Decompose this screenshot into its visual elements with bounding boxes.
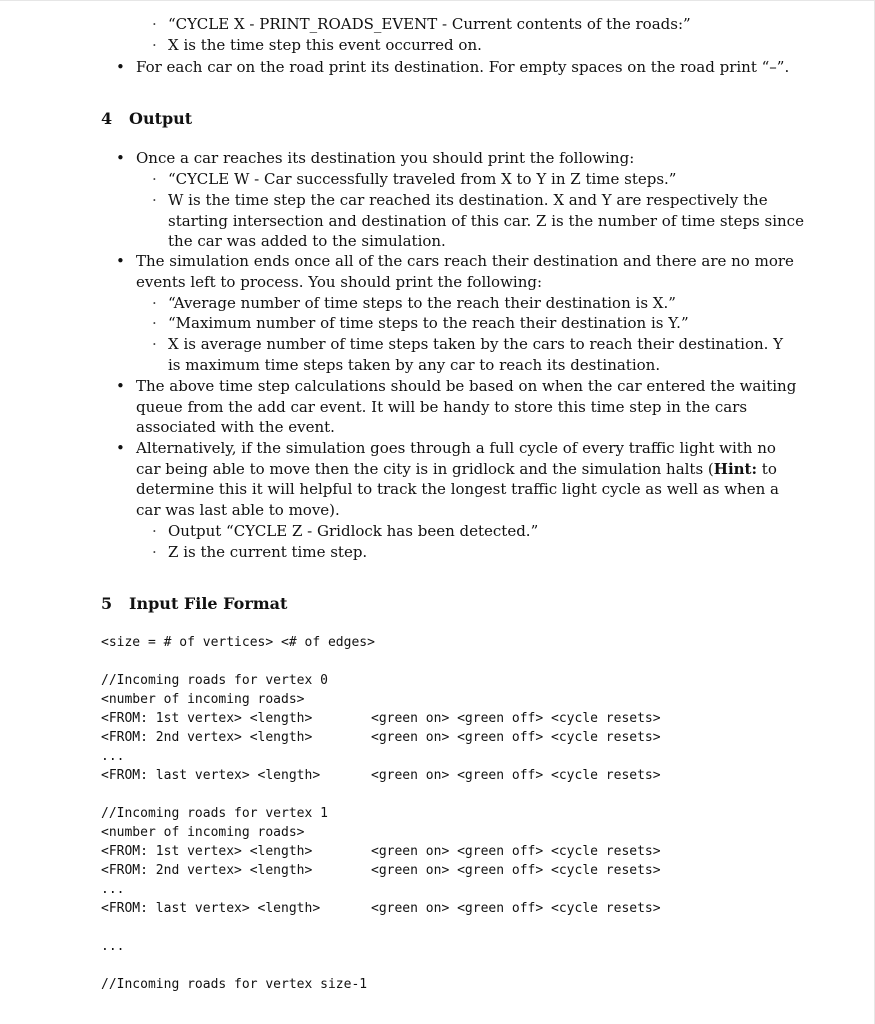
cycle-w-desc-line-3: the car was added to the simulation.: [168, 232, 446, 250]
xy-desc-line-2: is maximum time steps taken by any car to reach its destination.: [168, 356, 661, 374]
sub-bullet-dot: ·: [152, 15, 157, 33]
code-line: [371, 652, 661, 671]
code-line: <FROM: 2nd vertex> <length>: [101, 863, 313, 878]
print-roads-bullet: For each car on the road print its destination. For empty spaces on the road print “–”.: [136, 58, 790, 76]
maximum-steps-format: “Maximum number of time steps to the reach their destination is Y.”: [168, 314, 689, 332]
hint-label: Hint:: [713, 460, 758, 478]
code-line: ...: [101, 939, 125, 954]
gridlock-line-1: Alternatively, if the simulation goes through a full cycle of every traffic light with no: [136, 439, 776, 457]
simulation-ends-line-1: The simulation ends once all of the cars reach their destination and there are no more: [136, 252, 794, 270]
code-line: <size = # of vertices> <# of edges>: [101, 635, 375, 650]
cycle-w-desc-line-1: W is the time step the car reached its destination. X and Y are respectively the: [168, 191, 768, 209]
bullet-dot: •: [116, 58, 125, 76]
code-line: [371, 956, 661, 975]
code-line: <FROM: 1st vertex> <length>: [101, 711, 313, 726]
sub-bullet-dot: ·: [152, 543, 157, 561]
code-line: <green on> <green off> <cycle resets>: [371, 711, 661, 726]
input-format-code-right: [371, 633, 661, 994]
code-line: [371, 823, 661, 842]
gridlock-line-4: car was last able to move).: [136, 501, 340, 519]
code-line: [371, 804, 661, 823]
code-line: [101, 956, 375, 975]
code-line: [371, 690, 661, 709]
code-line: <FROM: last vertex> <length>: [101, 768, 321, 783]
code-line: <green on> <green off> <cycle resets>: [371, 768, 661, 783]
xy-desc-line-1: X is average number of time steps taken by the cars to reach their destination. Y: [168, 335, 784, 353]
code-line: <FROM: last vertex> <length>: [101, 901, 321, 916]
gridlock-line-2-pre: car being able to move then the city is in gridlock and the simulation halts (: [136, 460, 714, 478]
code-line: [371, 937, 661, 956]
section-4-title: Output: [129, 109, 193, 128]
time-step-calc-line-1: The above time step calculations should be based on when the car entered the waiting: [136, 377, 797, 395]
code-line: [101, 652, 375, 671]
code-line: [101, 785, 375, 804]
gridlock-z-desc: Z is the current time step.: [168, 543, 368, 561]
code-line: <green on> <green off> <cycle resets>: [371, 844, 661, 859]
sub-bullet-dot: ·: [152, 522, 157, 540]
simulation-ends-line-2: events left to process. You should print the following:: [136, 273, 543, 291]
gridlock-line-3: determine this it will helpful to track the longest traffic light cycle as well as when a: [136, 480, 779, 498]
sub-bullet-dot: ·: [152, 191, 157, 209]
code-line: [371, 880, 661, 899]
code-line: [371, 633, 661, 652]
code-line: ...: [101, 749, 125, 764]
sub-bullet-dot: ·: [152, 314, 157, 332]
section-4-number: 4: [101, 109, 113, 128]
section-4-heading: [101, 108, 192, 130]
sub-bullet-dot: ·: [152, 294, 157, 312]
section-5-number: 5: [101, 594, 113, 613]
gridlock-output-format: Output “CYCLE Z - Gridlock has been detected.”: [168, 522, 539, 540]
bullet-dot: •: [116, 377, 125, 395]
code-line: [371, 918, 661, 937]
code-line: <number of incoming roads>: [101, 825, 305, 840]
input-format-code-left: [101, 633, 375, 994]
sub-bullet-dot: ·: [152, 335, 157, 353]
code-line: <FROM: 2nd vertex> <length>: [101, 730, 313, 745]
code-line: <green on> <green off> <cycle resets>: [371, 863, 661, 878]
section-5-heading: [101, 593, 287, 615]
time-step-calc-line-2: queue from the add car event. It will be handy to store this time step in the cars: [136, 398, 748, 416]
code-line: <green on> <green off> <cycle resets>: [371, 901, 661, 916]
bullet-dot: •: [116, 252, 125, 270]
code-line: //Incoming roads for vertex size-1: [101, 977, 368, 992]
gridlock-line-2-post: to: [757, 460, 777, 478]
gridlock-line-2: [136, 459, 777, 479]
code-line: //Incoming roads for vertex 1: [101, 806, 328, 821]
code-line: //Incoming roads for vertex 0: [101, 673, 328, 688]
time-step-calc-line-3: associated with the event.: [136, 418, 335, 436]
section-5-title: Input File Format: [129, 594, 288, 613]
print-roads-event-x-desc: X is the time step this event occurred on.: [168, 36, 482, 54]
bullet-dot: •: [116, 149, 125, 167]
bullet-dot: •: [116, 439, 125, 457]
code-line: <green on> <green off> <cycle resets>: [371, 730, 661, 745]
output-bullet-1: Once a car reaches its destination you should print the following:: [136, 149, 635, 167]
cycle-w-desc-line-2: starting intersection and destination of this car. Z is the number of time steps since: [168, 212, 804, 230]
code-line: <FROM: 1st vertex> <length>: [101, 844, 313, 859]
code-line: [371, 671, 661, 690]
sub-bullet-dot: ·: [152, 36, 157, 54]
code-line: [371, 747, 661, 766]
code-line: ...: [101, 882, 125, 897]
code-line: <number of incoming roads>: [101, 692, 305, 707]
print-roads-event-format: “CYCLE X - PRINT_ROADS_EVENT - Current contents of the roads:”: [168, 15, 691, 33]
code-line: [371, 975, 661, 994]
average-steps-format: “Average number of time steps to the reach their destination is X.”: [168, 294, 676, 312]
code-line: [371, 785, 661, 804]
code-line: [101, 918, 375, 937]
sub-bullet-dot: ·: [152, 170, 157, 188]
cycle-w-format: “CYCLE W - Car successfully traveled from X to Y in Z time steps.”: [168, 170, 677, 188]
